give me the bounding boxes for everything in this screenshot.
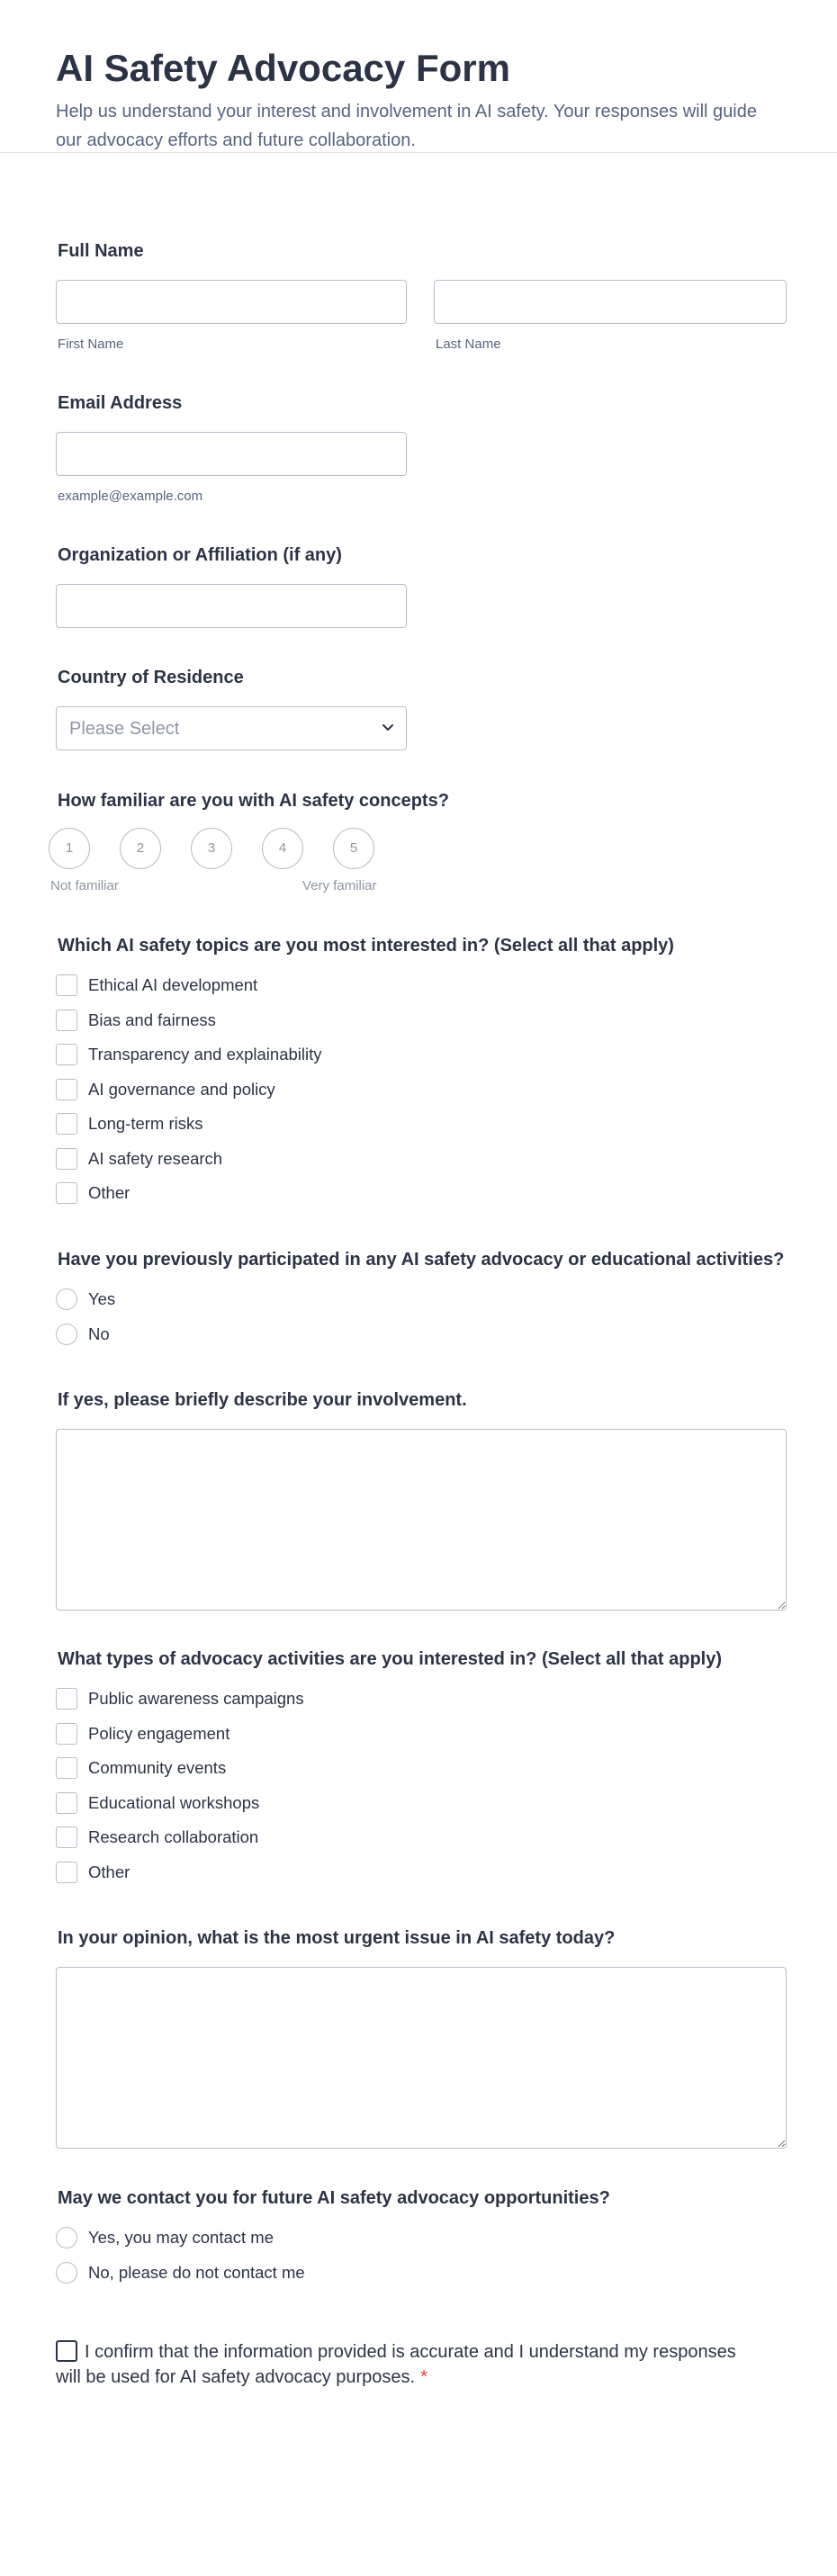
checkbox[interactable]: [56, 1723, 77, 1745]
chevron-down-icon: [381, 720, 395, 734]
organization-field: [56, 545, 407, 628]
first-name-input[interactable]: [56, 280, 407, 324]
checkbox[interactable]: [56, 1688, 77, 1710]
checkbox[interactable]: [56, 1862, 77, 1883]
scale-max-label: Very familiar: [302, 878, 377, 893]
urgent-issue-textarea[interactable]: [56, 1967, 787, 2149]
checkbox[interactable]: [56, 1079, 77, 1100]
email-input[interactable]: [56, 432, 407, 476]
email-field: [56, 393, 407, 504]
scale-option-5[interactable]: 5: [333, 828, 374, 869]
activity-option[interactable]: [56, 1827, 722, 1862]
contact-field: [56, 2188, 610, 2296]
involvement-field: [56, 1390, 787, 1611]
topic-option[interactable]: [56, 1113, 674, 1148]
scale-min-label: Not familiar: [50, 878, 119, 893]
required-mark: *: [420, 2367, 428, 2387]
radio[interactable]: [56, 1324, 77, 1345]
organization-input[interactable]: [56, 584, 407, 628]
full-name-field: [56, 241, 787, 361]
checkbox[interactable]: [56, 1182, 77, 1204]
participated-option-no[interactable]: [56, 1324, 784, 1359]
country-label: Country of Residence: [58, 668, 244, 687]
topic-option-label: AI governance and policy: [88, 1079, 275, 1099]
topics-options: [56, 974, 674, 1217]
email-label: Email Address: [58, 393, 183, 413]
familiarity-label: How familiar are you with AI safety concepts?: [58, 791, 449, 811]
participated-label: Have you previously participated in any AI safety advocacy or educational activities?: [58, 1250, 785, 1270]
contact-label: May we contact you for future AI safety advocacy opportunities?: [58, 2188, 610, 2208]
organization-label: Organization or Affiliation (if any): [58, 545, 342, 565]
activity-option-label: Educational workshops: [88, 1792, 260, 1812]
topic-option[interactable]: [56, 1148, 674, 1183]
radio-label: No: [88, 1324, 110, 1343]
activity-option-label: Public awareness campaigns: [88, 1689, 304, 1708]
participated-field: [56, 1250, 784, 1358]
activity-option[interactable]: [56, 1723, 722, 1758]
urgent-issue-field: [56, 1928, 787, 2149]
topic-option-label: AI safety research: [88, 1148, 223, 1168]
topic-option[interactable]: [56, 1010, 674, 1045]
topic-option-label: Bias and fairness: [88, 1010, 216, 1029]
radio-label: No, please do not contact me: [88, 2262, 305, 2282]
form-subtitle: Help us understand your interest and involvement in AI safety. Your responses will guide our advocacy efforts and future collaboration.: [56, 102, 757, 150]
radio[interactable]: [56, 2262, 77, 2284]
last-name-sublabel: Last Name: [436, 337, 501, 352]
activities-field: [56, 1649, 722, 1896]
involvement-textarea[interactable]: [56, 1429, 787, 1611]
confirmation-text: I confirm that the information provided is accurate and I understand my responses will be used for AI safety advocacy purposes.: [56, 2342, 736, 2387]
activity-option[interactable]: [56, 1688, 722, 1723]
radio-label: Yes, you may contact me: [88, 2228, 274, 2247]
full-name-label: Full Name: [58, 241, 144, 261]
urgent-issue-label: In your opinion, what is the most urgent issue in AI safety today?: [58, 1928, 616, 1948]
topics-label: Which AI safety topics are you most interested in? (Select all that apply): [58, 936, 674, 956]
topic-option[interactable]: [56, 1182, 674, 1217]
contact-option-yes[interactable]: [56, 2227, 610, 2262]
radio[interactable]: [56, 1288, 77, 1310]
topic-option[interactable]: [56, 974, 674, 1010]
activities-label: What types of advocacy activities are you interested in? (Select all that apply): [58, 1649, 722, 1669]
contact-option-no[interactable]: [56, 2262, 610, 2297]
activity-option[interactable]: [56, 1862, 722, 1897]
country-select[interactable]: [56, 706, 407, 750]
form-header: [0, 0, 837, 153]
scale-option-4[interactable]: 4: [262, 828, 303, 869]
familiarity-scale: [49, 828, 427, 875]
activity-option[interactable]: [56, 1757, 722, 1792]
checkbox[interactable]: [56, 1792, 77, 1814]
confirmation-field: [56, 2339, 740, 2390]
activity-option-label: Research collaboration: [88, 1827, 259, 1846]
participated-option-yes[interactable]: [56, 1288, 784, 1324]
form-title: AI Safety Advocacy Form: [56, 47, 510, 89]
activity-option-label: Community events: [88, 1758, 227, 1777]
topic-option[interactable]: [56, 1044, 674, 1079]
radio-label: Yes: [88, 1289, 116, 1308]
country-field: [56, 668, 407, 750]
checkbox[interactable]: [56, 1827, 77, 1848]
familiarity-field: [50, 791, 449, 894]
scale-option-2[interactable]: 2: [120, 828, 161, 869]
scale-labels: [49, 875, 427, 894]
country-placeholder: Please Select: [69, 719, 180, 739]
first-name-sublabel: First Name: [58, 337, 124, 352]
topic-option[interactable]: [56, 1079, 674, 1114]
confirmation-checkbox[interactable]: [56, 2340, 77, 2362]
activity-option-label: Policy engagement: [88, 1723, 230, 1743]
checkbox[interactable]: [56, 1010, 77, 1031]
checkbox[interactable]: [56, 1113, 77, 1135]
topic-option-label: Other: [88, 1183, 130, 1202]
topic-option-label: Transparency and explainability: [88, 1045, 322, 1064]
topics-field: [56, 936, 674, 1217]
checkbox[interactable]: [56, 1044, 77, 1065]
checkbox[interactable]: [56, 974, 77, 996]
topic-option-label: Ethical AI development: [88, 975, 258, 994]
involvement-label: If yes, please briefly describe your involvement.: [58, 1390, 467, 1410]
checkbox[interactable]: [56, 1757, 77, 1779]
last-name-input[interactable]: [434, 280, 787, 324]
scale-option-1[interactable]: 1: [49, 828, 90, 869]
activity-option-label: Other: [88, 1862, 130, 1881]
scale-option-3[interactable]: 3: [191, 828, 232, 869]
email-hint: example@example.com: [58, 489, 203, 504]
topic-option-label: Long-term risks: [88, 1114, 203, 1133]
checkbox[interactable]: [56, 1148, 77, 1170]
radio[interactable]: [56, 2227, 77, 2248]
activity-option[interactable]: [56, 1792, 722, 1827]
